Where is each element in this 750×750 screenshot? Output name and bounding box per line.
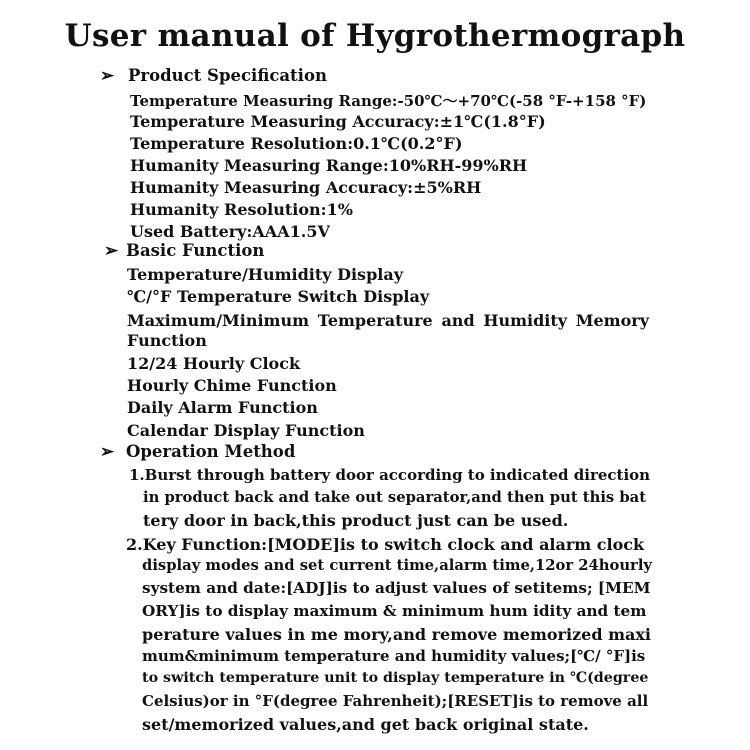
spec-line: Humanity Measuring Accuracy:±5%RH — [130, 178, 482, 197]
section-heading-label: Product Specification — [128, 66, 327, 85]
section-heading-basic — [104, 241, 264, 261]
step2-line: to switch temperature unit to display temperature in ℃(degree — [142, 670, 649, 686]
spec-line: Temperature Resolution:0.1℃(0.2°F) — [130, 134, 463, 153]
arrow-bullet-icon: ➢ — [100, 66, 115, 86]
basic-line: ℃/°F Temperature Switch Display — [127, 287, 430, 306]
section-heading-operation — [100, 442, 295, 462]
step1-line: 1.Burst through battery door according to indicated direction — [129, 466, 651, 484]
step2-line: 2.Key Function:[MODE]is to switch clock and alarm clock — [126, 535, 645, 554]
arrow-bullet-icon: ➢ — [100, 442, 115, 462]
section-heading-label: Basic Function — [126, 241, 265, 260]
spec-line: Used Battery:AAA1.5V — [130, 222, 330, 241]
basic-line: Calendar Display Function — [127, 421, 365, 440]
step2-line: system and date:[ADJ]is to adjust values of setitems; [MEM — [142, 579, 651, 597]
spec-line: Humanity Measuring Range:10%RH-99%RH — [130, 156, 528, 175]
step2-line: Celsius)or in °F(degree Fahrenheit);[RESET]is to remove all — [142, 692, 649, 710]
arrow-bullet-icon: ➢ — [104, 241, 119, 261]
step1-line: in product back and take out separator,and then put this bat — [143, 489, 647, 506]
step1-line: tery door in back,this product just can be used. — [143, 511, 569, 530]
basic-line: 12/24 Hourly Clock — [127, 354, 301, 373]
page-title: User manual of Hygrothermograph — [64, 18, 686, 54]
step2-line: ORY]is to display maximum & minimum hum idity and tem — [142, 602, 647, 620]
basic-line: Function — [127, 331, 207, 350]
basic-line: Hourly Chime Function — [127, 376, 337, 395]
spec-line: Humanity Resolution:1% — [130, 200, 353, 219]
step2-line: set/memorized values,and get back original state. — [142, 715, 589, 734]
step2-line: display modes and set current time,alarm time,12or 24hourly — [142, 557, 652, 574]
step2-line: mum&minimum temperature and humidity values;[℃/ °F]is — [142, 647, 646, 665]
section-heading-spec — [100, 66, 327, 86]
spec-line: Temperature Measuring Range:-50℃～+70℃(-58 °F-+158 °F) — [130, 92, 647, 110]
step2-line: perature values in me mory,and remove memorized maxi — [142, 625, 651, 644]
basic-line: Temperature/Humidity Display — [127, 265, 403, 284]
basic-line: Daily Alarm Function — [127, 398, 318, 417]
section-heading-label: Operation Method — [126, 442, 296, 461]
spec-line: Temperature Measuring Accuracy:±1℃(1.8°F) — [130, 112, 546, 131]
basic-line: Maximum/Minimum Temperature and Humidity Memory — [127, 311, 649, 330]
